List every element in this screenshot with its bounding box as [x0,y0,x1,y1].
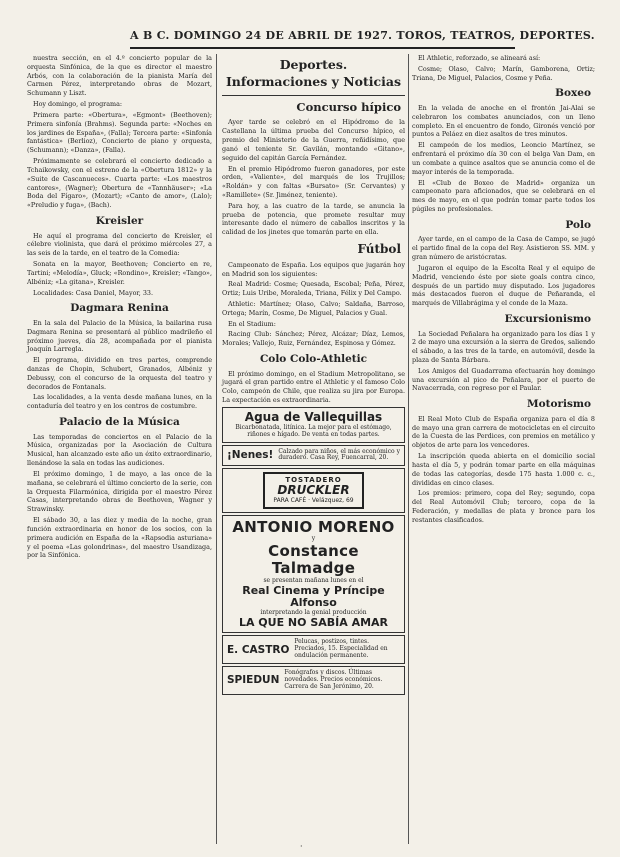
article-paragraph: El próximo domingo, en el Stadium Metropolitano, se jugará el gran partido entre el Athletic y el famoso Colo Colo, campeón de Chile, que realiza su jira por Europa. La expectación es extraordinaria. [222,369,405,405]
article-paragraph: En la velada de anoche en el frontón Jai-Alai se celebraron los combates anunciados, con un lleno completo. En el encuentro de fondo, Gironés venció por puntos a Peláez en diez asaltos de tres minutos. [412,103,595,139]
ad-line: ANTONIO MORENO [232,518,395,537]
column-1 [27,54,212,844]
masthead: A B C. DOMINGO 24 DE ABRIL DE 1927. TOROS, TEATROS, DEPORTES. [130,29,515,49]
article-paragraph: La Sociedad Peñalara ha organizado para los días 1 y 2 de mayo una excursión a la sierra de Gredos, saliendo el sábado, a las tres de la tarde, en automóvil, desde la plaza de Santa Bárbara. [412,329,595,364]
article-paragraph: La inscripción queda abierta en el domicilio social hasta el día 5, y podrán tomar parte en ella máquinas de todas las categorías, desde 175 hasta 1.000 c. c., divididas en cinco clases. [412,452,595,487]
ad-e-castro [222,635,405,664]
article-paragraph: En la sala del Palacio de la Música, la bailarina rusa Dagmara Renina se presentará al público madrileño el próximo jueves, día 28, acompañada por el pianista Joaquín Larregla. [27,318,212,354]
heading-futbol: Fútbol [357,242,401,257]
article-paragraph: Ayer tarde, en el campo de la Casa de Campo, se jugó el partido final de la copa del Rey. Asistieron SS. MM. y gran número de aristócratas. [412,235,595,262]
ad-line: interpretando la genial producción [260,608,367,616]
article-paragraph: Jugaron el equipo de la Escolta Real y el equipo de Madrid, venciendo éste por siete goals contra cinco, después de un partido muy disputado. Los jugadores más destacados fueron el duque de Peñaranda, el marqués de Villabrágima y el conde de la Maza. [412,263,595,308]
article-paragraph: Los premios: primero, copa del Rey; segundo, copa del Real Automóvil Club; tercero, copa de la Federación, y medallas de plata y bronce para los restantes clasificados. [412,489,595,524]
ad-line: LA QUE NO SABÍA AMAR [238,615,389,629]
article-paragraph: Real Madrid: Cosme; Quesada, Escobal; Peña, Pérez, Ortiz; Luis Uribe, Moraleda, Triana, Félix y Del Campo. [222,280,405,298]
article-paragraph: El sábado 30, a las diez y media de la noche, gran función extraordinaria en honor de los socios, con la primera audición en España de la «Rapsodia asturiana» y el poema «Las golondrinas», del maestro Usandizaga, por la Sinfónica. [27,516,212,560]
article-paragraph: En el Stadium: [228,319,276,328]
column-rule [216,54,217,844]
article-paragraph: Cosme; Olaso, Calvo; Marín, Gamborena, Ortiz; Triana, De Miguel, Palacios, Cosme y Peña. [412,64,595,82]
ad-line: Constance Talmadge [268,542,359,578]
ad-line: DRUCKLER [277,483,350,498]
article-paragraph: Primera parte: «Obertura», «Egmont» (Beethoven); Primera sinfonía (Brahms). Segunda parte: «Noches en los jardines de España», (Falla); Tercera parte: «Sinfonía fantástica» (Berlioz), Concierto de piano y orquesta, (Schumann); «Danza», (Falla). [27,110,212,155]
heading-colo-colo: Colo Colo-Athletic [259,353,368,366]
article-paragraph: Campeonato de España. Los equipos que jugarán hoy en Madrid son los siguientes: [222,260,405,278]
section-subtitle: Informaciones y Noticias [225,74,402,90]
heading-dagmara-renina: Dagmara Renina [70,302,169,315]
ad-cinema [222,515,405,633]
article-paragraph: El Real Moto Club de España organiza para el día 8 de mayo una gran carrera de motocicletas en el circuito de la Cuesta de las Perdices, con premios en metálico y objetos de arte para los vencedores. [412,414,595,450]
tostadero-logo [263,472,363,509]
ad-agua-vallequillas [222,407,405,443]
ad-title: Agua de Vallequillas [244,409,383,424]
heading-polo: Polo [565,218,591,231]
article-paragraph: Hoy domingo, el programa: [33,100,123,109]
heading-motorismo: Motorismo [526,398,591,411]
ad-text: Calzado para niños, el más económico y duradero. Casa Rey, Fuencarral, 20. [278,447,400,462]
ad-title: SPIEDUN [227,674,280,687]
article-paragraph: El campeón de los medios, Leoncio Martínez, se enfrentará el próximo día 30 con el belga Van Dam, en un combate a quince asaltos que se anuncia como el de mayor interés de la temporada. [412,141,595,176]
column-3 [412,54,595,844]
ad-tostadero-druckler [222,468,405,513]
article-paragraph: Racing Club: Sánchez; Pérez, Alcázar; Díaz, Lemos, Morales; Vallejo, Ruiz, Fernández, Espinosa y Gómez. [222,330,405,348]
article-paragraph: Las temporadas de conciertos en el Palacio de la Música, organizadas por la Asociación de Cultura Musical, han alcanzado este año un éxito extraordinario, llenándose la sala en todas las audiciones. [27,432,212,468]
article-paragraph: El Athletic, reforzado, se alineará así: [418,54,541,62]
ad-line: PARA CAFÉ · Velázquez, 69 [273,497,354,505]
article-paragraph: Para hoy, a las cuatro de la tarde, se anuncia la prueba de potencia, que promete resultar muy interesante dado el número de caballos inscritos y la calidad de los jinetes que tomarán parte en ella. [222,201,405,237]
article-paragraph: Athletic: Martínez; Olaso, Calvo; Saldaña, Barroso, Ortega; Marín, Cosme, De Miguel, Palacios y Gual. [222,299,405,317]
heading-concurso-hipico: Concurso hípico [296,99,401,114]
ad-line: TOSTADERO [285,476,342,485]
article-paragraph: El «Club de Boxeo de Madrid» organiza un campeonato para aficionados, que se celebrará en el mes de mayo, en el que podrán tomar parte todos los púgiles no profesionales. [412,178,595,214]
heading-boxeo: Boxeo [555,87,591,100]
ad-line: Real Cinema y Príncipe Alfonso [242,583,385,610]
heading-excursionismo: Excursionismo [504,313,591,326]
article-paragraph: Ayer tarde se celebró en el Hipódromo de la Castellana la última prueba del Concurso hípico, el premio del Ministerio de la Guerra, reñidísimo, que ganó el teniente Sr. Gavilán, montando «Gitano», seguido del capitán García Fernández. [222,118,405,162]
heading-palacio-musica: Palacio de la Música [59,416,180,429]
ad-text: Fonógrafos y discos. Últimas novedades. Precios económicos. Carrera de San Jerónimo, 20. [284,669,383,690]
article-paragraph: El próximo domingo, 1 de mayo, a las once de la mañana, se celebrará el último concierto de la serie, con la Orquesta Filarmónica, dirigida por el maestro Pérez Casas, interpretando obras de Beethoven, Wagner y Strawinsky. [27,469,212,514]
article-paragraph: He aquí el programa del concierto de Kreisler, el célebre violinista, que dará el próximo miércoles 27, a las seis de la tarde, en el teatro de la Comedia: [27,231,212,258]
article-paragraph: En el premio Hipódromo fueron ganadores, por este orden, «Valiente», del marqués de los Trujillos; «Roldán» y con faltas «Bursato» (Sr. Cervantes) y «Ramillete» (Sr. Jiménez, teniente). [222,164,405,199]
article-paragraph: Localidades: Casa Daniel, Mayor, 33. [33,288,153,297]
ad-title: E. CASTRO [227,643,290,656]
ad-nenes [222,445,405,467]
column-2 [222,54,405,844]
article-paragraph: El programa, dividido en tres partes, comprende danzas de Chopin, Schubert, Granados, Albéniz y Debussy, con el concurso de la orquesta del teatro y decorados de Fontanals. [27,356,212,391]
column-rule [408,54,409,844]
ad-title: ¡Nenes! [227,449,274,462]
article-paragraph: Próximamente se celebrará el concierto dedicado a Tchaikowsky, con el estreno de la «Obertura 1812» y la «Suite de Cascanueces». Cuarta parte: «Los maestros cantores», (Wagner); Obertura de «Tannhäuser»; «La Boda del Fígaro», (Mozart); «Canto de amor», (Lalo); «Preludio y fuga», (Bach). [27,157,212,210]
page-footer-mark: · [300,842,303,851]
ad-line: se presentan mañana lunes en el [263,576,364,584]
article-paragraph: Las localidades, a la venta desde mañana lunes, en la contaduría del teatro y en los centros de costumbre. [27,393,212,411]
ad-text: Bicarbonatada, litínica. La mejor para el estómago, riñones e hígado. De venta en todas partes. [235,423,392,438]
section-title: Deportes. [279,57,348,72]
ad-spiedun [222,666,405,695]
heading-kreisler: Kreisler [95,215,144,228]
article-paragraph: Sonata en la mayor, Beethoven; Concierto en re, Tartini; «Melodía», Gluck; «Rondino», Kreisler; «Tango», Albéniz; «La gitana», Kreisler. [27,260,212,286]
ad-text: Pelucas, postizos, tintes. Preciados, 15. Especialidad en ondulación permanente. [294,638,388,660]
article-paragraph: Los Amigos del Guadarrama efectuarán hoy domingo una excursión al pico de Peñalara, por el puerto de Navacerrada, con regreso por el Paular. [412,366,595,393]
ad-line: y [311,535,316,543]
article-paragraph: nuestra sección, en el 4.º concierto popular de la orquesta Sinfónica, de la que es director el maestro Arbós, con la colaboración de la pianista María del Carmen Pérez, interpretando obras de Mozart, Schumann y Liszt. [27,54,212,98]
section-header-deportes [222,54,405,96]
